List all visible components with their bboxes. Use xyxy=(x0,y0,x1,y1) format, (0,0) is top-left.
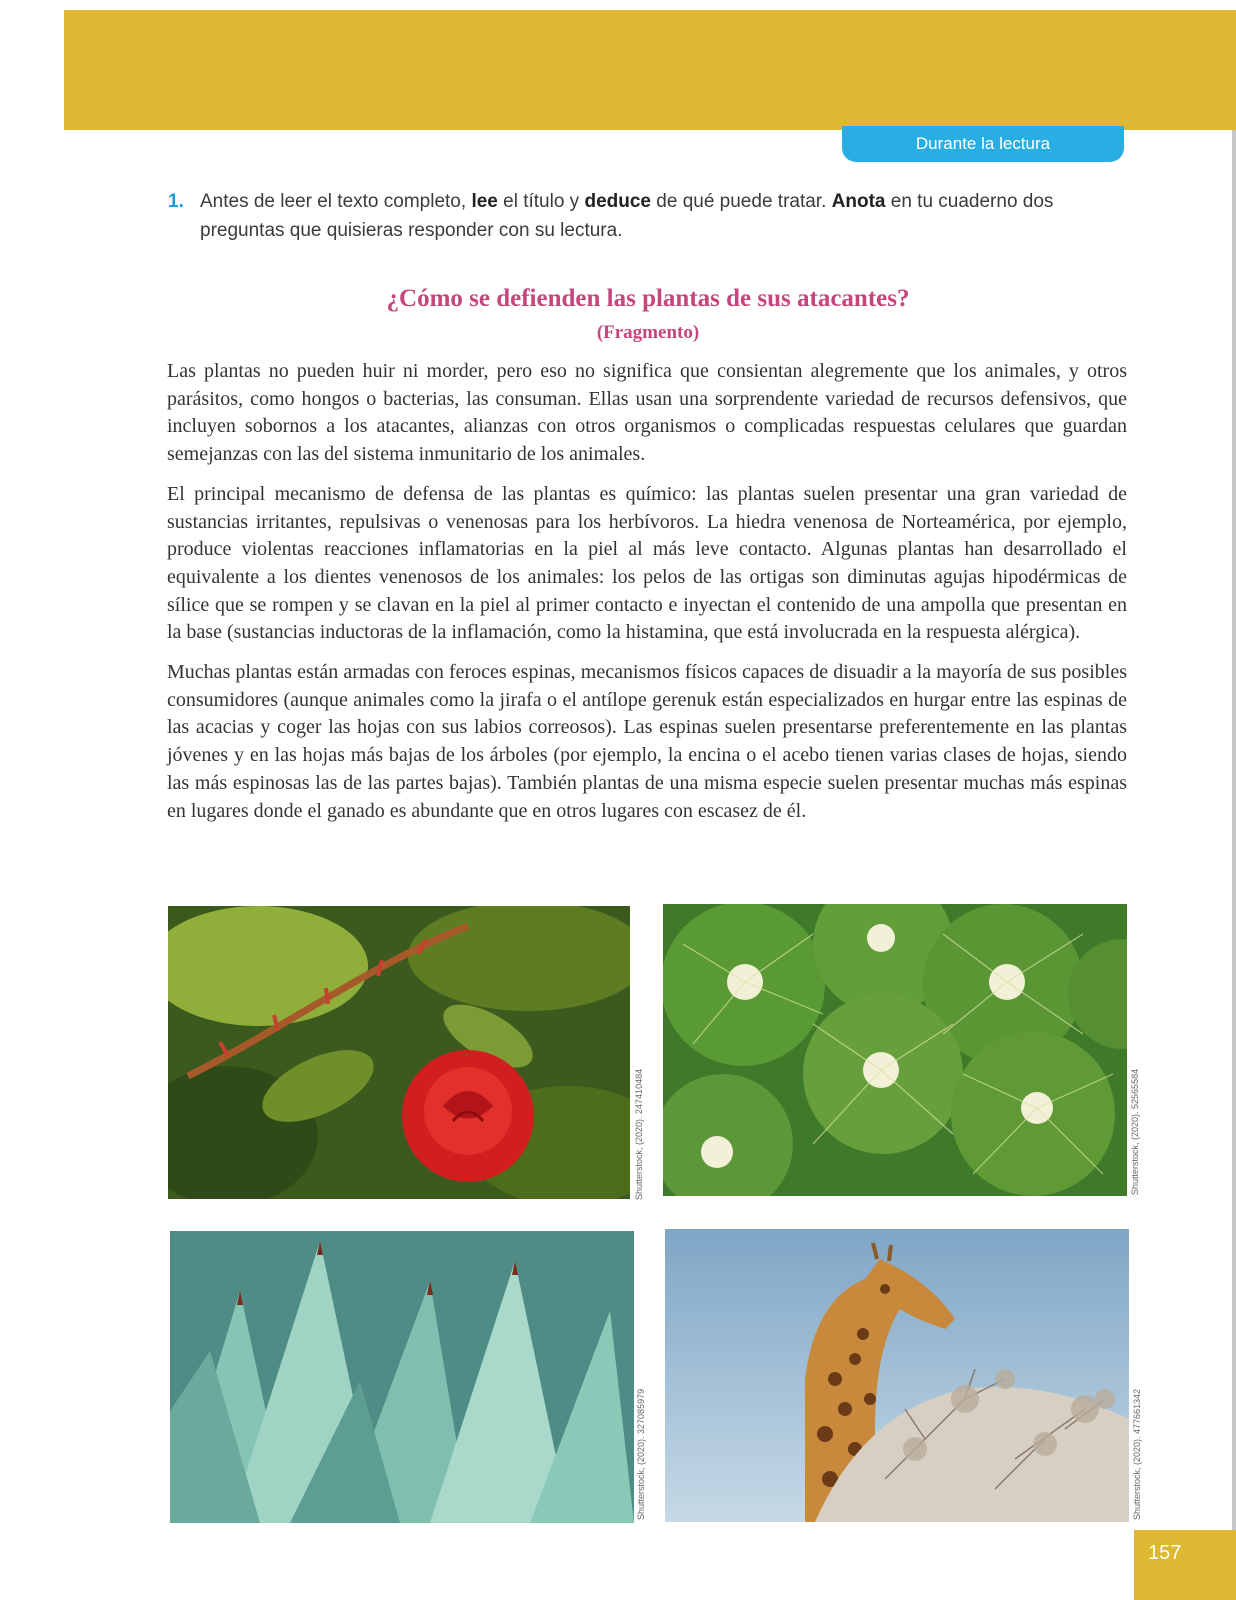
question-keyword-anota: Anota xyxy=(831,191,886,212)
question-text-part: en tu cuaderno dos preguntas que quisieras responder con su lectura. xyxy=(200,191,1054,241)
page-edge xyxy=(1232,130,1236,1530)
question-keyword-deduce: deduce xyxy=(584,191,651,212)
agave-photo-credit: Shutterstock, (2020). 327085979 xyxy=(636,1388,646,1520)
question-keyword-lee: lee xyxy=(471,191,498,212)
page-number: 157 xyxy=(1134,1530,1236,1600)
question-text-part: Antes de leer el texto completo, xyxy=(200,191,472,212)
question-1 xyxy=(168,187,1128,245)
section-tab: Durante la lectura xyxy=(842,126,1124,162)
agave-photo xyxy=(170,1231,634,1523)
article-title: ¿Cómo se defienden las plantas de sus atacantes? xyxy=(386,285,910,312)
giraffe-photo xyxy=(665,1229,1129,1522)
rose-photo-credit: Shutterstock, (2020). 247410484 xyxy=(634,1068,644,1200)
question-text xyxy=(168,187,1128,245)
article-body xyxy=(167,358,1127,837)
question-number: 1. xyxy=(168,191,184,212)
article-subtitle: (Fragmento) xyxy=(596,322,700,343)
cactus-photo-credit: Shutterstock, (2020). 52565584 xyxy=(1130,1068,1140,1195)
article-paragraph: Las plantas no pueden huir ni morder, pero eso no significa que consientan alegremente que los animales, y otros parásitos, como hongos o bacterias, las consuman. Ellas usan una sorprendente variedad de recursos defensivos, que incluyen sobornos a los atacantes, alianzas con otros organismos o complicadas respuestas celulares que guardan semejanzas con las del sistema inmunitario de los animales. xyxy=(167,360,1127,466)
cactus-photo xyxy=(663,904,1127,1196)
header-band xyxy=(64,10,1236,130)
article-paragraph: El principal mecanismo de defensa de las plantas es químico: las plantas suelen presentar una gran variedad de sustancias irritantes, repulsivas o venenosas para los herbívoros. La hiedra venenosa de Norteamérica, por ejemplo, produce violentas reacciones inflamatorias en la piel al más leve contacto. Algunas plantas han desarrollado el equivalente a los dientes venenosos de los animales: los pelos de las ortigas son diminutas agujas hipodérmicas de sílice que se rompen y se clavan en la piel al primer contacto e inyectan el contenido de una ampolla que presentan en la base (sustancias inductoras de la inflamación, como la histamina, que está involucrada en la respuesta alérgica). xyxy=(167,482,1127,644)
article-paragraph: Muchas plantas están armadas con feroces espinas, mecanismos físicos capaces de disuadir a la mayoría de sus posibles consumidores (aunque animales como la jirafa o el antílope gerenuk están especializados en hurgar entre las espinas de las acacias y coger las hojas con sus labios correosos). Las espinas suelen presentarse preferentemente en las plantas jóvenes y en las hojas más bajas de los árboles (por ejemplo, la encina o el acebo tienen varias clases de hojas, siendo las más espinosas las de las partes bajas). También plantas de una misma especie suelen presentar muchas más espinas en lugares donde el ganado es abundante que en otros lugares con escasez de él. xyxy=(167,661,1127,822)
question-text-part: de qué puede tratar. xyxy=(651,191,832,212)
giraffe-photo-credit: Shutterstock, (2020). 477661342 xyxy=(1132,1388,1142,1520)
question-text-part: el título y xyxy=(497,191,585,212)
rose-photo xyxy=(168,906,630,1199)
